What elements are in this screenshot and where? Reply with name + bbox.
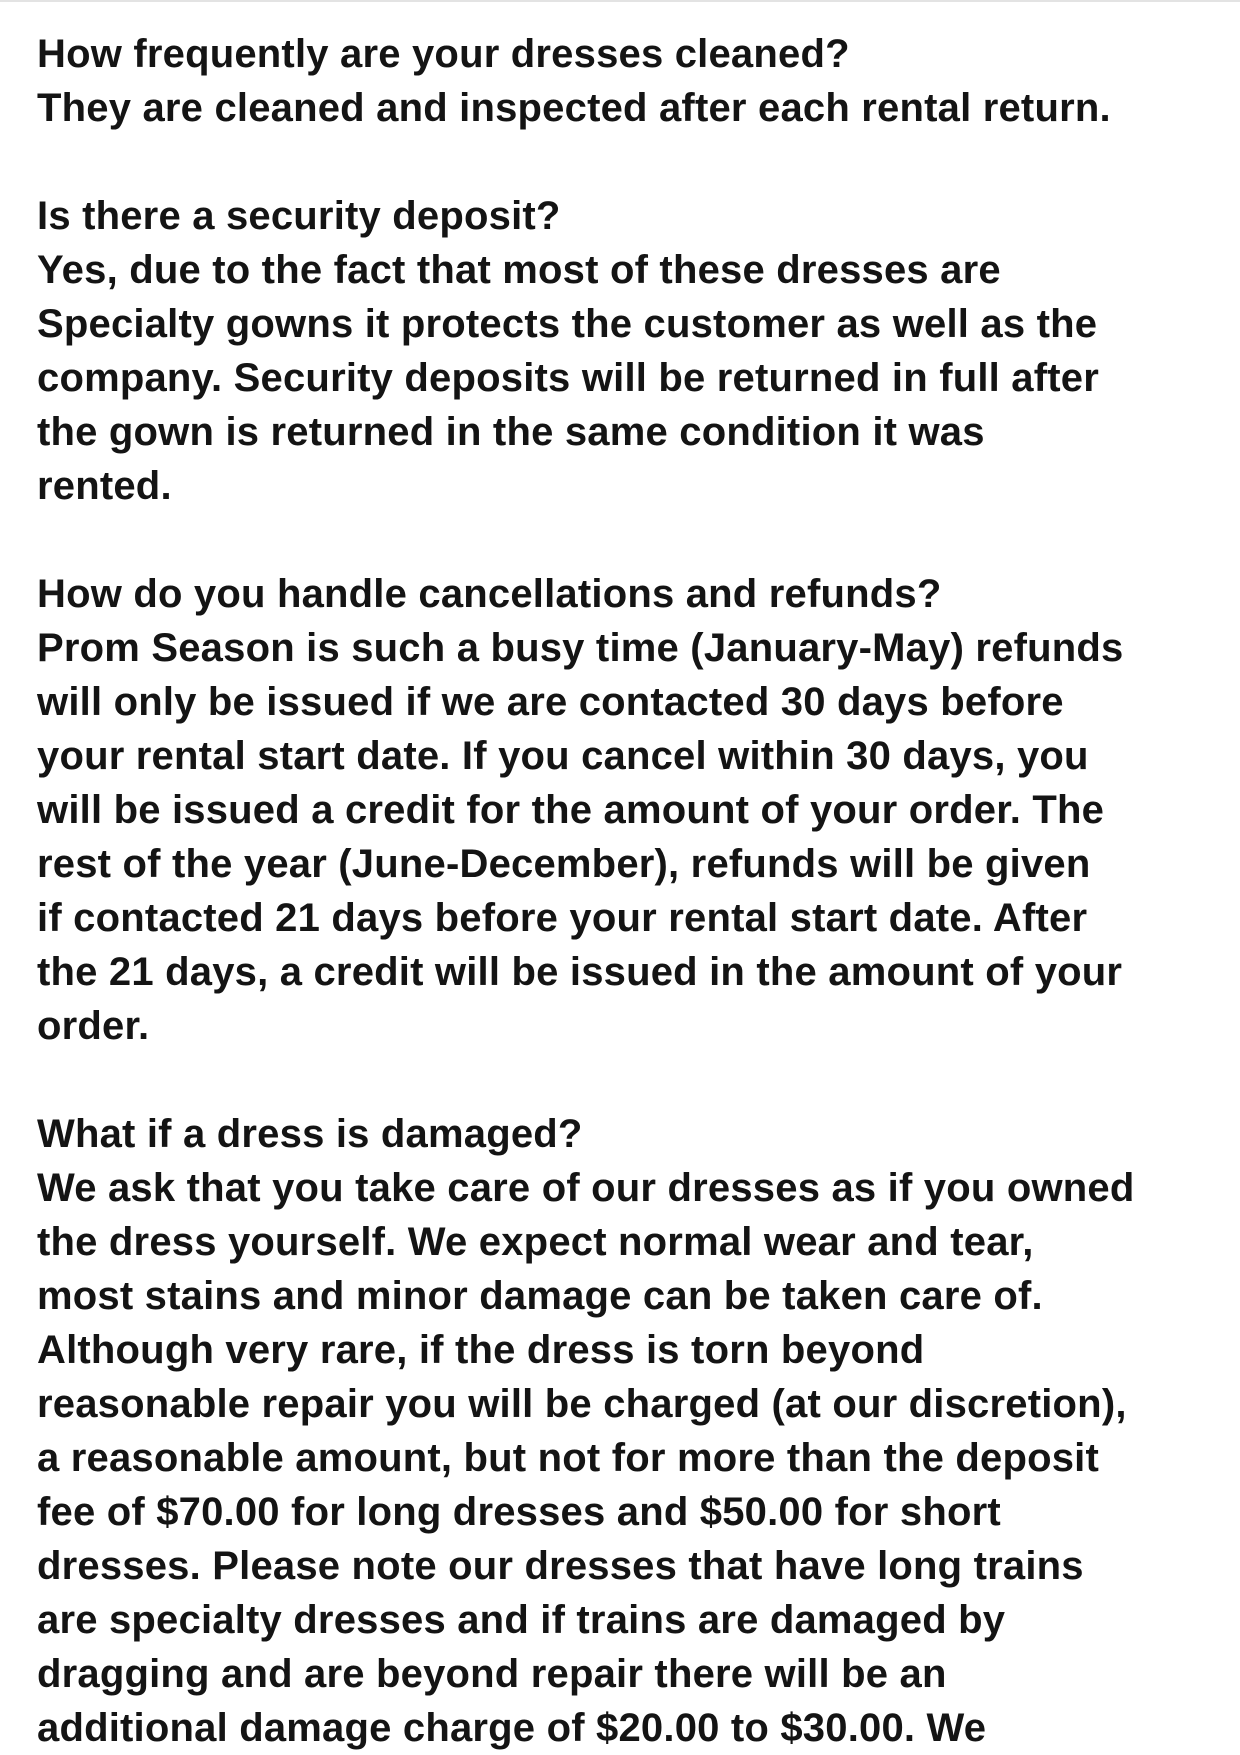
answer-line: dragging and are beyond repair there will be an	[37, 1652, 947, 1696]
faq-item-damage	[37, 1107, 1217, 1755]
faq-question: What if a dress is damaged?	[37, 1112, 583, 1156]
answer-line: reasonable repair you will be charged (at our discretion),	[37, 1382, 1127, 1426]
answer-line: fee of $70.00 for long dresses and $50.00 for short	[37, 1490, 1001, 1534]
answer-line: rented.	[37, 464, 172, 508]
top-divider	[0, 0, 1240, 2]
answer-line: They are cleaned and inspected after each rental return.	[37, 86, 1111, 130]
answer-line: rest of the year (June-December), refunds will be given	[37, 842, 1091, 886]
faq-answer	[37, 621, 1217, 1053]
answer-line: if contacted 21 days before your rental start date. After	[37, 896, 1088, 940]
answer-line: the 21 days, a credit will be issued in the amount of your	[37, 950, 1123, 994]
faq-item-cancellations	[37, 567, 1217, 1053]
answer-line: dresses. Please note our dresses that have long trains	[37, 1544, 1084, 1588]
answer-line: company. Security deposits will be returned in full after	[37, 356, 1099, 400]
answer-line: most stains and minor damage can be taken care of.	[37, 1274, 1043, 1318]
answer-line: your rental start date. If you cancel within 30 days, you	[37, 734, 1089, 778]
answer-line: will be issued a credit for the amount of your order. The	[37, 788, 1105, 832]
answer-line: the dress yourself. We expect normal wear and tear,	[37, 1220, 1034, 1264]
faq-question: How frequently are your dresses cleaned?	[37, 32, 850, 76]
answer-line: Although very rare, if the dress is torn beyond	[37, 1328, 925, 1372]
answer-line: order.	[37, 1004, 150, 1048]
answer-line: Specialty gowns it protects the customer as well as the	[37, 302, 1098, 346]
answer-line: Yes, due to the fact that most of these dresses are	[37, 248, 1001, 292]
answer-line: a reasonable amount, but not for more than the deposit	[37, 1436, 1099, 1480]
answer-line: will only be issued if we are contacted 30 days before	[37, 680, 1064, 724]
faq-answer	[37, 243, 1217, 513]
faq-answer	[37, 1161, 1217, 1755]
faq-content	[37, 27, 1217, 1755]
faq-item-cleaning	[37, 27, 1217, 135]
answer-line: additional damage charge of $20.00 to $30.00. We	[37, 1706, 987, 1750]
faq-question: How do you handle cancellations and refunds?	[37, 572, 942, 616]
answer-line: the gown is returned in the same condition it was	[37, 410, 985, 454]
faq-answer	[37, 81, 1217, 135]
answer-line: We ask that you take care of our dresses as if you owned	[37, 1166, 1135, 1210]
faq-item-security-deposit	[37, 189, 1217, 513]
answer-line: are specialty dresses and if trains are damaged by	[37, 1598, 1006, 1642]
faq-question: Is there a security deposit?	[37, 194, 561, 238]
answer-line: Prom Season is such a busy time (January-May) refunds	[37, 626, 1124, 670]
